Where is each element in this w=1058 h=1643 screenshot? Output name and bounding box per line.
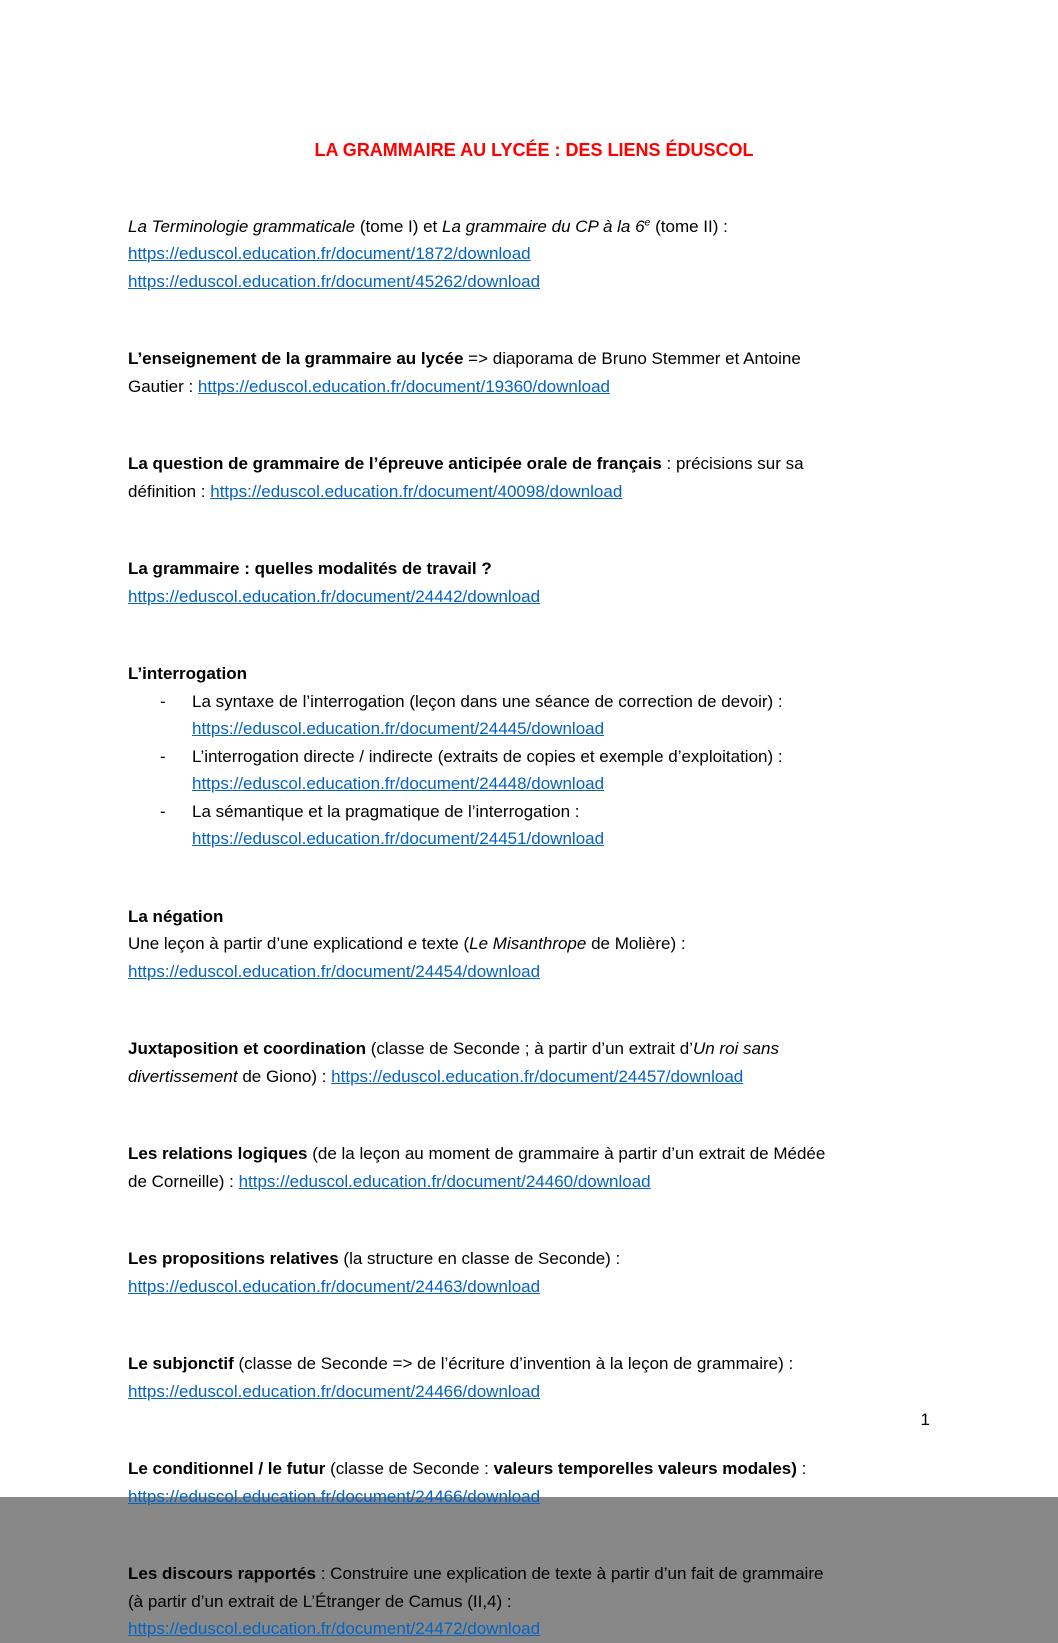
- text-line: [128, 1560, 940, 1588]
- section-heading: Le subjonctif: [128, 1354, 234, 1373]
- list-item: [128, 688, 940, 716]
- eduscol-link-24445[interactable]: https://eduscol.education.fr/document/24445/download: [192, 719, 605, 738]
- list-item-text: La sémantique et la pragmatique de l’interrogation :: [192, 801, 580, 821]
- section-question-grammaire: [128, 450, 940, 505]
- section-terminologie: [128, 213, 940, 296]
- bold-text: valeurs temporelles valeurs modales): [493, 1459, 797, 1478]
- section-propositions-relatives: [128, 1245, 940, 1300]
- section-subjonctif: [128, 1350, 940, 1405]
- link-line: [128, 825, 940, 853]
- plain-text: (tome I) et: [355, 216, 443, 236]
- page-title: LA GRAMMAIRE AU LYCÉE : DES LIENS ÉDUSCOL: [314, 140, 754, 160]
- book-title-misanthrope: Le Misanthrope: [469, 934, 587, 953]
- link-line: [128, 268, 940, 296]
- eduscol-link-24463[interactable]: https://eduscol.education.fr/document/24463/download: [128, 1276, 541, 1296]
- link-line: [128, 770, 940, 798]
- link-line: [128, 715, 940, 743]
- plain-text: de Giono) :: [237, 1066, 332, 1086]
- eduscol-link-24472[interactable]: https://eduscol.education.fr/document/24472/download: [128, 1619, 541, 1638]
- plain-text: (de la leçon au moment de grammaire à partir d’un extrait de Médée: [307, 1144, 826, 1163]
- section-heading: Juxtaposition et coordination: [128, 1039, 367, 1058]
- text-line: [128, 555, 940, 583]
- eduscol-link-1872[interactable]: https://eduscol.education.fr/document/1872/download: [128, 244, 531, 263]
- eduscol-link-24451[interactable]: https://eduscol.education.fr/document/24451/download: [192, 829, 605, 848]
- plain-text: (classe de Seconde :: [325, 1459, 494, 1478]
- eduscol-link-24466[interactable]: https://eduscol.education.fr/document/24466/download: [128, 1381, 541, 1401]
- text-line: [128, 930, 940, 958]
- section-juxtaposition: [128, 1035, 940, 1090]
- text-line: [128, 1245, 940, 1273]
- document-content: [128, 137, 940, 1643]
- text-line: [128, 1140, 940, 1168]
- bullet-dash: -: [160, 801, 166, 821]
- text-line: [128, 1035, 940, 1063]
- link-line: [128, 958, 940, 986]
- eduscol-link-24466b[interactable]: https://eduscol.education.fr/document/24466/download: [128, 1486, 541, 1506]
- section-negation: [128, 903, 940, 986]
- book-title-terminologie: La Terminologie grammaticale: [128, 216, 356, 236]
- plain-text: (tome II) :: [650, 216, 728, 236]
- book-title-grammaire-cp: La grammaire du CP à la 6e: [442, 215, 651, 236]
- text-line: [128, 478, 940, 506]
- section-heading: Les discours rapportés: [128, 1564, 317, 1583]
- eduscol-link-24442[interactable]: https://eduscol.education.fr/document/24442/download: [128, 586, 541, 606]
- eduscol-link-40098[interactable]: https://eduscol.education.fr/document/40098/download: [210, 481, 623, 501]
- text-line: [128, 213, 940, 241]
- book-title-divertissement: divertissement: [128, 1066, 238, 1086]
- plain-text: (la structure en classe de Seconde) :: [338, 1249, 621, 1268]
- eduscol-link-24460[interactable]: https://eduscol.education.fr/document/24460/download: [238, 1171, 651, 1191]
- plain-text: définition :: [128, 481, 211, 501]
- eduscol-link-19360[interactable]: https://eduscol.education.fr/document/19360/download: [197, 376, 610, 396]
- section-heading: Les relations logiques: [128, 1144, 308, 1163]
- section-heading: La question de grammaire de l’épreuve anticipée orale de français: [128, 454, 662, 473]
- text-line: [128, 345, 940, 373]
- list-item: [128, 743, 940, 771]
- link-line: [128, 1378, 940, 1406]
- section-relations-logiques: [128, 1140, 940, 1195]
- link-line: [128, 1483, 940, 1511]
- text-line: [128, 1588, 940, 1616]
- link-line: [128, 583, 940, 611]
- plain-text: de Molière) :: [586, 934, 686, 953]
- eduscol-link-24448[interactable]: https://eduscol.education.fr/document/24448/download: [192, 774, 605, 793]
- plain-text: Gautier :: [128, 376, 198, 396]
- eduscol-link-24454[interactable]: https://eduscol.education.fr/document/24454/download: [128, 961, 541, 981]
- text-line: [128, 903, 940, 931]
- plain-text: => diaporama de Bruno Stemmer et Antoine: [463, 349, 801, 368]
- section-heading: Le conditionnel / le futur: [128, 1459, 326, 1478]
- plain-text: de Corneille) :: [128, 1171, 239, 1191]
- link-line: [128, 1273, 940, 1301]
- book-title-un-roi-sans: Un roi sans: [692, 1039, 779, 1058]
- link-line: [128, 1615, 940, 1643]
- plain-text: (classe de Seconde ; à partir d’un extrait d’: [366, 1039, 693, 1058]
- section-conditionnel: [128, 1455, 940, 1510]
- text-line: [128, 450, 940, 478]
- list-item-text: La syntaxe de l’interrogation (leçon dans une séance de correction de devoir) :: [192, 691, 783, 711]
- text-line: [128, 1168, 940, 1196]
- bullet-dash: -: [160, 746, 166, 766]
- section-heading: Les propositions relatives: [128, 1249, 339, 1268]
- plain-text: : précisions sur sa: [661, 454, 804, 473]
- superscript-e: e: [644, 215, 651, 228]
- page-number: 1: [920, 1410, 930, 1429]
- list-item-text: L’interrogation directe / indirecte (extraits de copies et exemple d’exploitation) :: [192, 746, 783, 766]
- text-line: [128, 660, 940, 688]
- plain-text: :: [796, 1459, 807, 1478]
- text-line: [128, 1350, 940, 1378]
- section-heading: La grammaire : quelles modalités de travail ?: [128, 559, 492, 578]
- section-enseignement: [128, 345, 940, 400]
- plain-text: (classe de Seconde => de l’écriture d’invention à la leçon de grammaire) :: [233, 1354, 794, 1373]
- section-heading: L’interrogation: [128, 664, 247, 683]
- eduscol-link-24457[interactable]: https://eduscol.education.fr/document/24457/download: [331, 1066, 744, 1086]
- plain-text: Une leçon à partir d’une explicationd e texte (: [128, 934, 470, 953]
- section-interrogation: [128, 660, 940, 853]
- link-line: [128, 240, 940, 268]
- text-line: [128, 1063, 940, 1091]
- section-heading: La négation: [128, 906, 224, 926]
- plain-text: (à partir d’un extrait de L’Étranger de Camus (II,4) :: [128, 1591, 512, 1611]
- list-item: [128, 798, 940, 826]
- section-modalites: [128, 555, 940, 610]
- section-discours-rapportes: [128, 1560, 940, 1643]
- bullet-dash: -: [160, 691, 166, 711]
- plain-text: : Construire une explication de texte à partir d’un fait de grammaire: [316, 1564, 824, 1583]
- eduscol-link-45262[interactable]: https://eduscol.education.fr/document/45262/download: [128, 271, 541, 291]
- section-heading: L’enseignement de la grammaire au lycée: [128, 349, 464, 368]
- text-line: [128, 1455, 940, 1483]
- text-line: [128, 373, 940, 401]
